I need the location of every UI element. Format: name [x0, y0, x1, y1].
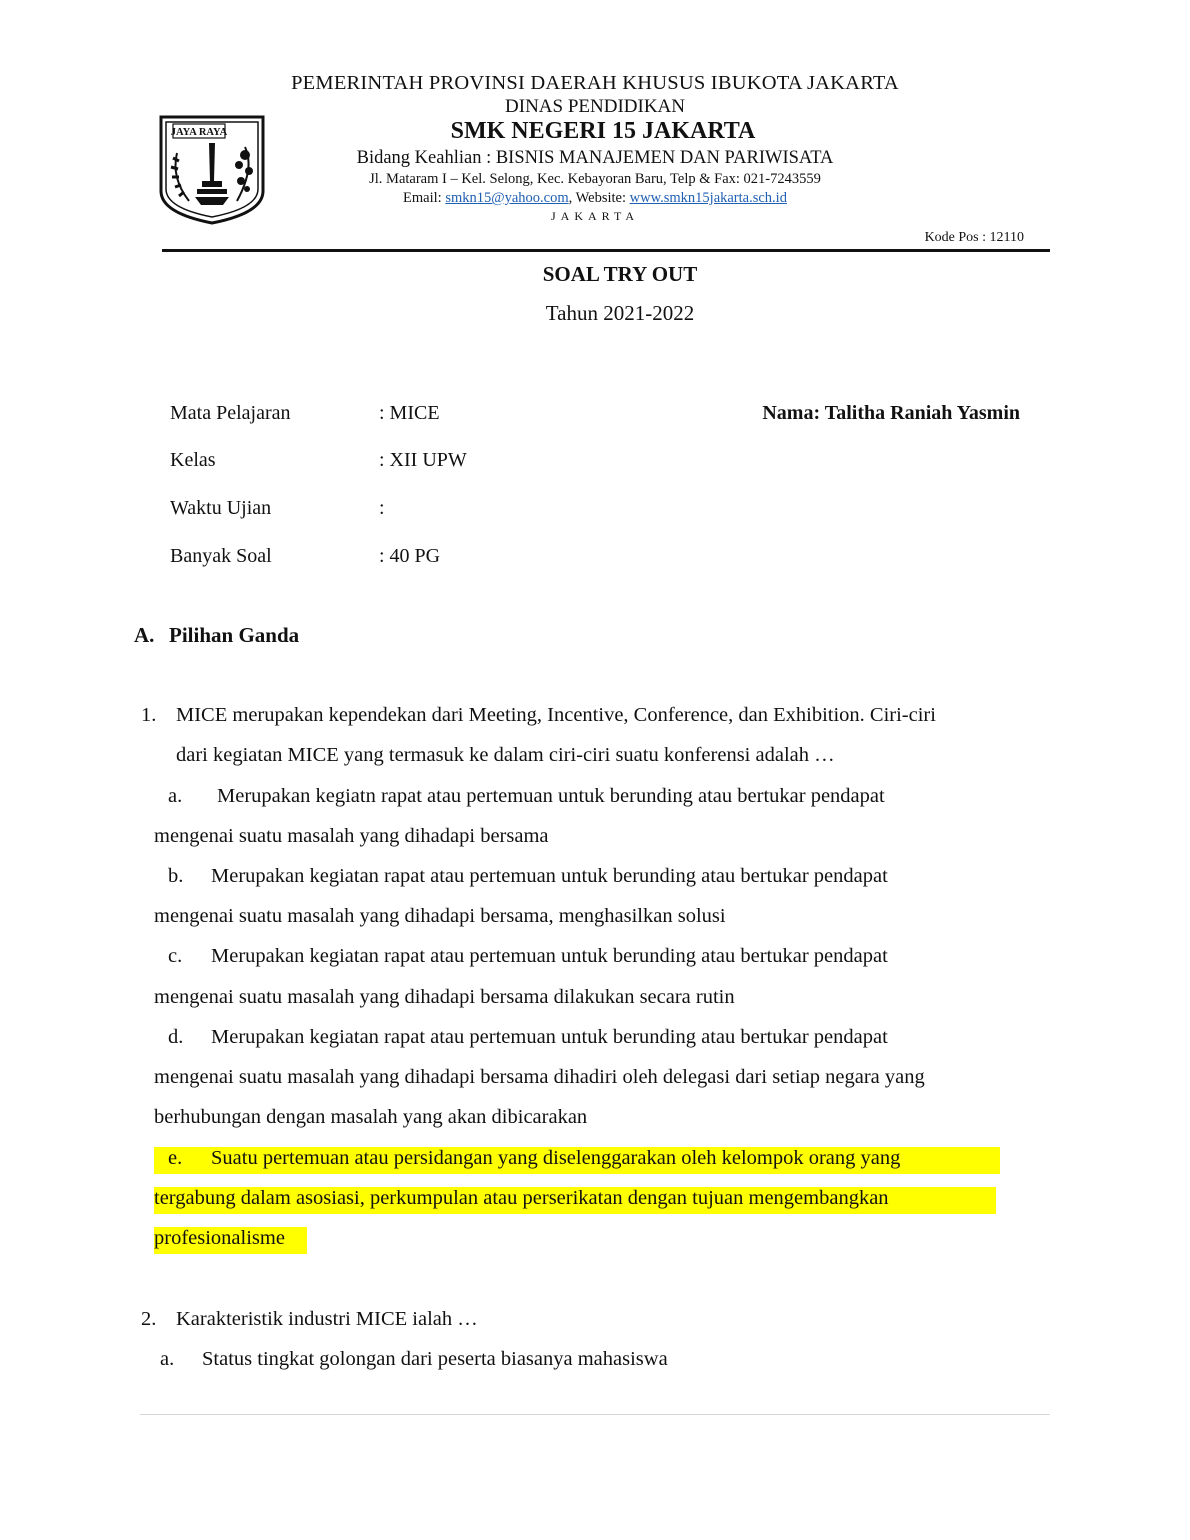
question-2-number: 2.: [141, 1308, 157, 1330]
email-label: Email:: [403, 190, 446, 206]
option-1b-line2: mengenai suatu masalah yang dihadapi bersama, menghasilkan solusi: [154, 905, 726, 927]
subject-label: Mata Pelajaran: [170, 402, 291, 424]
option-1d-line3: berhubungan dengan masalah yang akan dibicarakan: [154, 1106, 588, 1128]
option-1c-letter: c.: [168, 945, 183, 967]
question-1-text-line2: dari kegiatan MICE yang termasuk ke dalam ciri-ciri suatu konferensi adalah …: [176, 744, 835, 766]
exam-time-label: Waktu Ujian: [170, 497, 272, 519]
website-label: , Website:: [568, 190, 630, 206]
website-link[interactable]: www.smkn15jakarta.sch.id: [629, 190, 787, 206]
option-1a-line1: Merupakan kegiatn rapat atau pertemuan untuk berunding atau bertukar pendapat: [217, 785, 885, 807]
academic-year: Tahun 2021-2022: [545, 301, 695, 325]
option-1e-line3: profesionalisme: [154, 1227, 285, 1249]
class-label: Kelas: [170, 449, 216, 471]
option-1a-line2: mengenai suatu masalah yang dihadapi bersama: [154, 825, 549, 847]
email-link[interactable]: smkn15@yahoo.com: [445, 190, 569, 206]
footer-divider: [140, 1414, 1050, 1415]
option-1e-line1: Suatu pertemuan atau persidangan yang diselenggarakan oleh kelompok orang yang: [211, 1147, 901, 1169]
school-address: Jl. Mataram I – Kel. Selong, Kec. Kebayoran Baru, Telp & Fax: 021-7243559: [369, 171, 821, 187]
school-name: SMK NEGERI 15 JAKARTA: [450, 118, 756, 144]
department-header: DINAS PENDIDIKAN: [505, 96, 685, 117]
option-1d-line2: mengenai suatu masalah yang dihadapi bersama dihadiri oleh delegasi dari setiap negara yang: [154, 1066, 925, 1088]
government-header: PEMERINTAH PROVINSI DAERAH KHUSUS IBUKOTA JAKARTA: [291, 72, 899, 94]
question-2-text: Karakteristik industri MICE ialah …: [176, 1308, 478, 1330]
option-1d-line1: Merupakan kegiatan rapat atau pertemuan untuk berunding atau bertukar pendapat: [211, 1026, 888, 1048]
page-title: SOAL TRY OUT: [542, 262, 698, 286]
option-2a-letter: a.: [160, 1348, 175, 1370]
option-2a-line1: Status tingkat golongan dari peserta biasanya mahasiswa: [202, 1348, 668, 1370]
option-1e-letter: e.: [168, 1147, 183, 1169]
question-count-value: : 40 PG: [379, 545, 441, 567]
student-name: Nama: Talitha Raniah Yasmin: [762, 402, 1020, 424]
option-1d-letter: d.: [168, 1026, 184, 1048]
contact-line: [0, 190, 1190, 207]
field-of-expertise: Bidang Keahlian : BISNIS MANAJEMEN DAN PARIWISATA: [356, 148, 834, 168]
section-title: Pilihan Ganda: [169, 623, 300, 647]
option-1e-line2: tergabung dalam asosiasi, perkumpulan atau perserikatan dengan tujuan mengembangkan: [154, 1187, 889, 1209]
option-1c-line1: Merupakan kegiatan rapat atau pertemuan untuk berunding atau bertukar pendapat: [211, 945, 888, 967]
option-1b-line1: Merupakan kegiatan rapat atau pertemuan untuk berunding atau bertukar pendapat: [211, 865, 888, 887]
question-1-number: 1.: [141, 704, 157, 726]
logo-text: JAYA RAYA: [170, 127, 228, 138]
question-count-label: Banyak Soal: [170, 545, 272, 567]
letterhead-divider: [162, 249, 1050, 252]
section-number: A.: [134, 623, 155, 647]
option-1c-line2: mengenai suatu masalah yang dihadapi bersama dilakukan secara rutin: [154, 986, 735, 1008]
exam-time-value: :: [379, 497, 385, 519]
option-1a-letter: a.: [168, 785, 183, 807]
postal-code: Kode Pos : 12110: [924, 230, 1024, 245]
option-1b-letter: b.: [168, 865, 184, 887]
city: JAKARTA: [551, 209, 639, 223]
subject-value: : MICE: [379, 402, 440, 424]
question-1-text-line1: MICE merupakan kependekan dari Meeting, Incentive, Conference, dan Exhibition. Ciri-ciri: [176, 704, 936, 726]
class-value: : XII UPW: [379, 449, 467, 471]
